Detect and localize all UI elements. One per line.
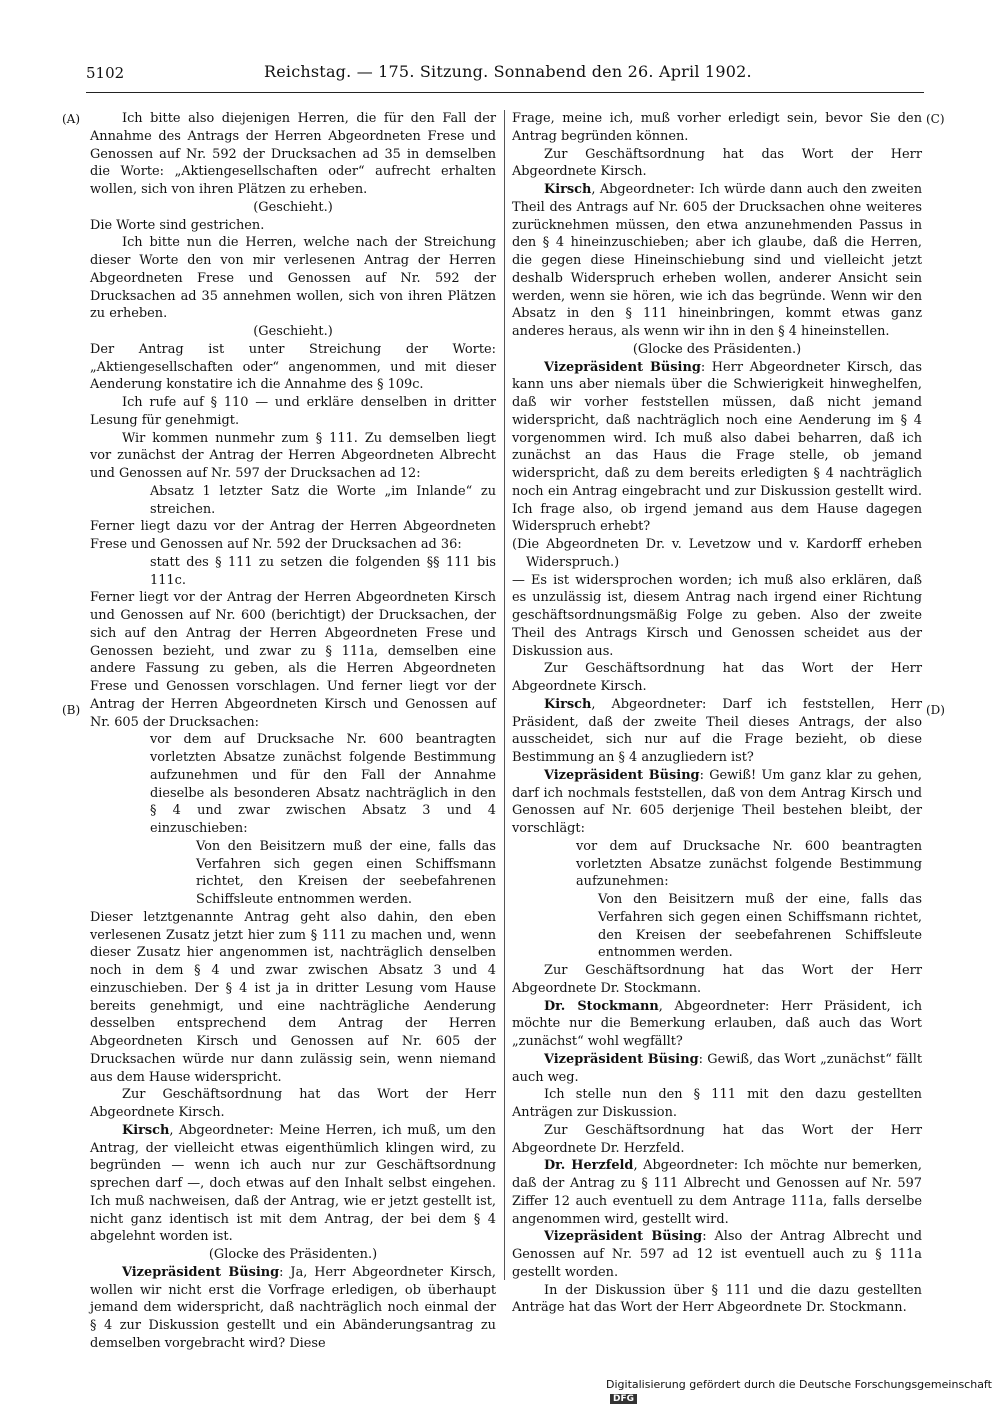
paragraph: Wir kommen nunmehr zum § 111. Zu demselben liegt vor zunächst der Antrag der Herren Abgeordneten Albrecht und Genossen auf Nr. 597 der Drucksachen ad 12: bbox=[90, 430, 496, 481]
paragraph: Ich rufe auf § 110 — und erkläre denselben in dritter Lesung für genehmigt. bbox=[90, 395, 496, 428]
running-title: Reichstag. — 175. Sitzung. Sonnabend den 26. April 1902. bbox=[264, 62, 752, 81]
paragraph: In der Diskussion über § 111 und die dazu gestellten Anträge hat das Wort der Herr Abgeordnete Dr. Stockmann. bbox=[512, 1282, 922, 1316]
stage-direction: (Geschieht.) bbox=[253, 324, 333, 339]
speech: Vizepräsident Büsing: Ja, Herr Abgeordneter Kirsch, wollen wir nicht erst die Vorfrage erledigen, ob überhaupt jemand dem widerspricht, daß nachträglich noch einmal der § 4 zur Diskussion gestellt und ein Abänderungsantrag zu demselben vorgebracht wird? Diese bbox=[90, 1264, 497, 1351]
paragraph: Frage, meine ich, muß vorher erledigt sein, bevor Sie den Antrag begründen können. bbox=[512, 111, 922, 144]
speech: Dr. Herzfeld, Abgeordneter: Ich möchte nur bemerken, daß der Antrag zu § 111 Albrecht und Genossen auf Nr. 597 Ziffer 12 auch eventuell zu dem Antrage 111a, falls derselbe angenommen wird, gestellt wird. bbox=[512, 1158, 922, 1227]
quoted-provision: Von den Beisitzern muß der eine, falls das Verfahren sich gegen einen Schiffsmann richtet, den Kreisen der seebefahrenen Schiffsleute entnommen werden. bbox=[598, 892, 922, 961]
credit-text: Digitalisierung gefördert durch die Deutsche Forschungsgemeinschaft bbox=[606, 1378, 992, 1391]
header-rule bbox=[86, 92, 924, 93]
speaker-name: Kirsch bbox=[122, 1122, 170, 1138]
speech: Kirsch, Abgeordneter: Darf ich feststellen, Herr Präsident, daß der zweite Theil dieses Antrags, der also ausscheidet, sich nur auf die Frage bezieht, ob diese Bestimmung an § 4 anzugliedern ist? bbox=[512, 696, 922, 765]
dfg-logo: DFG bbox=[610, 1394, 637, 1404]
paragraph: Zur Geschäftsordnung hat das Wort der Herr Abgeordnete Dr. Herzfeld. bbox=[512, 1122, 922, 1156]
margin-mark-a: (A) bbox=[62, 112, 81, 126]
paragraph: Ich stelle nun den § 111 mit den dazu gestellten Anträgen zur Diskussion. bbox=[512, 1087, 922, 1120]
paragraph: — Es ist widersprochen worden; ich muß also erklären, daß es unzulässig ist, diesem Antrag nach irgend einer Richtung geschäftsordnungsmäßig Folge zu geben. Also der zweite Theil des Antrags Kirsch und Genossen scheidet aus der Diskussion aus. bbox=[512, 572, 922, 659]
margin-mark-b: (B) bbox=[62, 703, 81, 717]
margin-mark-c: (C) bbox=[926, 112, 945, 126]
stage-direction: (Die Abgeordneten Dr. v. Levetzow und v. Kardorff erheben Widerspruch.) bbox=[512, 537, 922, 570]
paragraph: Ferner liegt vor der Antrag der Herren Abgeordneten Kirsch und Genossen auf Nr. 600 (berichtigt) der Drucksachen, der sich auf den Antrag der Herren Abgeordneten Frese und Genossen bezieht, und zwar zu § 111a, demselben eine andere Fassung zu geben, als die Herren Abgeordneten Frese und Genossen vorschlagen. Und ferner liegt vor der Antrag der Herren Abgeordneten Kirsch und Genossen auf Nr. 605 der Drucksachen: bbox=[90, 590, 496, 730]
paragraph: Zur Geschäftsordnung hat das Wort der Herr Abgeordnete Kirsch. bbox=[90, 1087, 496, 1120]
page-number: 5102 bbox=[86, 64, 125, 82]
speech: Vizepräsident Büsing: Gewiß, das Wort „zunächst“ fällt auch weg. bbox=[512, 1051, 923, 1085]
speech: Vizepräsident Büsing: Gewiß! Um ganz klar zu gehen, darf ich nochmals feststellen, daß von dem Antrag Kirsch und Genossen auf Nr. 605 derjenige Theil bestehen bleibt, der vorschlägt: bbox=[512, 767, 922, 836]
paragraph: Zur Geschäftsordnung hat das Wort der Herr Abgeordnete Kirsch. bbox=[512, 661, 922, 694]
quoted-motion: Absatz 1 letzter Satz die Worte „im Inlande“ zu streichen. bbox=[150, 483, 496, 517]
stage-direction: (Glocke des Präsidenten.) bbox=[632, 341, 802, 357]
page-header bbox=[86, 62, 924, 88]
paragraph: Der Antrag ist unter Streichung der Worte: „Aktiengesellschaften oder“ angenommen, und mit dieser Aenderung konstatire ich die Annahme des § 109c. bbox=[90, 341, 496, 393]
paragraph: Die Worte sind gestrichen. bbox=[90, 217, 265, 233]
quoted-provision: Von den Beisitzern muß der eine, falls das Verfahren sich gegen einen Schiffsmann richtet, den Kreisen der seebefahrenen Schiffsleute entnommen werden. bbox=[196, 838, 496, 907]
margin-mark-d: (D) bbox=[926, 703, 945, 717]
speaker-name: Kirsch bbox=[544, 182, 592, 197]
speech: Vizepräsident Büsing: Herr Abgeordneter Kirsch, das kann uns aber niemals über die Schwierigkeit hinweghelfen, daß wir vorher feststellen müssen, daß nicht jemand widerspricht, daß nachträglich noch eine Aenderung im § 4 vorgenommen wird. Ich muß also dabei beharren, daß ich zunächst an das Haus die Frage stelle, ob jemand widerspricht, daß zu dem bereits erledigten § 4 nachträglich noch ein Antrag eingebracht und zur Diskussion gestellt wird. Ich frage also, ob irgend jemand aus dem Hause dagegen Widerspruch erhebt? bbox=[512, 359, 922, 535]
quoted-motion: vor dem auf Drucksache Nr. 600 beantragten vorletzten Absatze zunächst folgende Bestimmung aufzunehmen und für den Fall der Annahme dieselbe als besonderen Absatz nachträglich in den § 4 und zwar zwischen Absatz 3 und 4 einzuschieben: bbox=[150, 732, 496, 836]
speaker-name: Dr. Herzfeld bbox=[544, 1158, 634, 1174]
speech: Dr. Stockmann, Abgeordneter: Herr Präsident, ich möchte nur die Bemerkung erlauben, daß auch das Wort „zunächst“ wohl wegfällt? bbox=[512, 998, 922, 1049]
column-divider bbox=[504, 110, 505, 1280]
quoted-motion: statt des § 111 zu setzen die folgenden §§ 111 bis 111c. bbox=[150, 554, 496, 588]
quoted-motion: vor dem auf Drucksache Nr. 600 beantragten vorletzten Absatze zunächst folgende Bestimmung aufzunehmen: bbox=[576, 838, 922, 890]
paragraph: Dieser letztgenannte Antrag geht also dahin, den eben verlesenen Zusatz jetzt hier zum § 111 zu machen und, wenn dieser Zusatz hier angenommen ist, nachträglich denselben noch in dem § 4 und zwar zwischen Absatz 3 und 4 einzuschieben. Der § 4 ist ja in dritter Lesung vom Hause bereits genehmigt, und eine nachträgliche Aenderung desselben entsprechend dem Antrag der Herren Abgeordneten Kirsch und Genossen auf Nr. 605 der Drucksachen würde nur dann zulässig sein, wenn niemand aus dem Hause widerspricht. bbox=[90, 909, 496, 1085]
paragraph: Ich bitte nun die Herren, welche nach der Streichung dieser Worte den von mir verlesenen Antrag der Herren Abgeordneten Frese und Genossen auf Nr. 592 der Drucksachen ad 35 annehmen wollen, sich von ihren Plätzen zu erheben. bbox=[90, 235, 496, 322]
speaker-name: Vizepräsident Büsing bbox=[122, 1264, 280, 1280]
speaker-name: Vizepräsident Büsing bbox=[544, 1229, 703, 1245]
stage-direction: (Glocke des Präsidenten.) bbox=[208, 1247, 378, 1262]
speech: Kirsch, Abgeordneter: Meine Herren, ich muß, um den Antrag, der vielleicht etwas eigenthümlich klingen wird, zu begründen — wenn ich auch nur zur Geschäftsordnung sprechen darf —, doch etwas auf den Inhalt selbst eingehen. Ich muß nachweisen, daß der Antrag, wie er jetzt gestellt ist, nicht ganz identisch ist mit dem Antrag, der bei dem § 4 abgelehnt worden ist. bbox=[90, 1122, 496, 1245]
stage-direction: (Geschieht.) bbox=[253, 199, 333, 215]
right-column bbox=[512, 110, 922, 1317]
speech: Kirsch, Abgeordneter: Ich würde dann auch den zweiten Theil des Antrags auf Nr. 605 der Drucksachen ohne weiteres zurücknehmen müssen, den etwa anzunehmenden Passus in den § 4 hineinzuschieben; aber ich glaube, daß die Herren, die gegen diese Hineinschiebung sind und vielleicht jetzt deshalb Widerspruch erheben wollen, anderer Ansicht sein werden, wenn sie hören, wie ich das begründe. Wenn wir den Absatz in den § 111 hineinbringen, kommt etwas ganz anderes heraus, als wenn wir ihn in den § 4 hineinstellen. bbox=[512, 182, 922, 339]
paragraph: Ferner liegt dazu vor der Antrag der Herren Abgeordneten Frese und Genossen auf Nr. 592 der Drucksachen ad 36: bbox=[90, 519, 496, 552]
paragraph: Zur Geschäftsordnung hat das Wort der Herr Abgeordnete Kirsch. bbox=[512, 146, 922, 180]
speech: Vizepräsident Büsing: Also der Antrag Albrecht und Genossen auf Nr. 597 ad 12 ist eventuell auch zu § 111a gestellt worden. bbox=[512, 1229, 922, 1280]
speaker-name: Vizepräsident Büsing bbox=[544, 767, 700, 783]
speaker-name: Kirsch bbox=[544, 696, 592, 712]
left-column bbox=[90, 110, 496, 1353]
digitization-credit bbox=[606, 1378, 1000, 1404]
speaker-name: Vizepräsident Büsing bbox=[544, 359, 701, 375]
speaker-name: Vizepräsident Büsing bbox=[544, 1051, 699, 1067]
paragraph: Ich bitte also diejenigen Herren, die für den Fall der Annahme des Antrags der Herren Abgeordneten Frese und Genossen auf Nr. 592 der Drucksachen ad 35 in demselben die Worte: „Aktiengesellschaften oder“ aufrecht erhalten wollen, sich von ihren Plätzen zu erheben. bbox=[90, 111, 496, 197]
speaker-name: Dr. Stockmann bbox=[544, 998, 659, 1014]
paragraph: Zur Geschäftsordnung hat das Wort der Herr Abgeordnete Dr. Stockmann. bbox=[512, 963, 922, 996]
